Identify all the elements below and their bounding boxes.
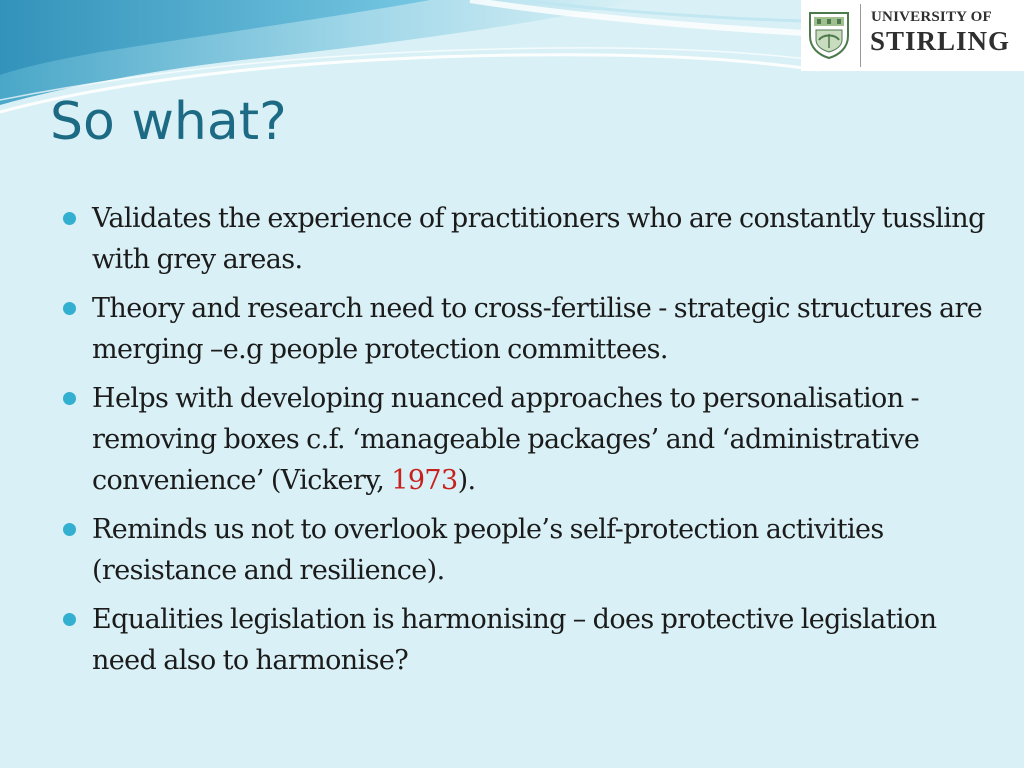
bullet-dot-icon	[63, 613, 76, 626]
logo-university-of: UNIVERSITY OF	[871, 9, 992, 25]
bullet-dot-icon	[63, 302, 76, 315]
bullet-dot-icon	[63, 392, 76, 405]
bullet-item	[58, 599, 998, 681]
logo-stirling: STIRLING	[870, 26, 1011, 56]
university-logo	[801, 0, 1024, 71]
bullet-list	[58, 198, 998, 689]
logo-divider	[860, 4, 861, 67]
bullet-item	[58, 288, 998, 370]
bullet-text: Equalities legislation is harmonising – does protective legislation need also to harmonise?	[92, 604, 937, 676]
bullet-text: Theory and research need to cross-fertilise - strategic structures are merging –e.g people protection committees.	[92, 293, 983, 365]
bullet-dot-icon	[63, 212, 76, 225]
citation-link[interactable]: 1973	[391, 465, 458, 496]
university-crest-icon	[807, 10, 851, 60]
bullet-dot-icon	[63, 523, 76, 536]
slide-title: So what?	[50, 92, 287, 152]
bullet-text-end: ).	[457, 465, 476, 496]
bullet-text: Validates the experience of practitioners who are constantly tussling with grey areas.	[92, 203, 985, 275]
bullet-item	[58, 509, 998, 591]
bullet-text: Reminds us not to overlook people’s self-protection activities (resistance and resilience).	[92, 514, 884, 586]
bullet-item	[58, 198, 998, 280]
bullet-text: Helps with developing nuanced approaches to personalisation - removing boxes c.f. ‘manageable packages’ and ‘administrative convenience’ (Vickery,	[92, 383, 920, 496]
bullet-item	[58, 378, 998, 501]
